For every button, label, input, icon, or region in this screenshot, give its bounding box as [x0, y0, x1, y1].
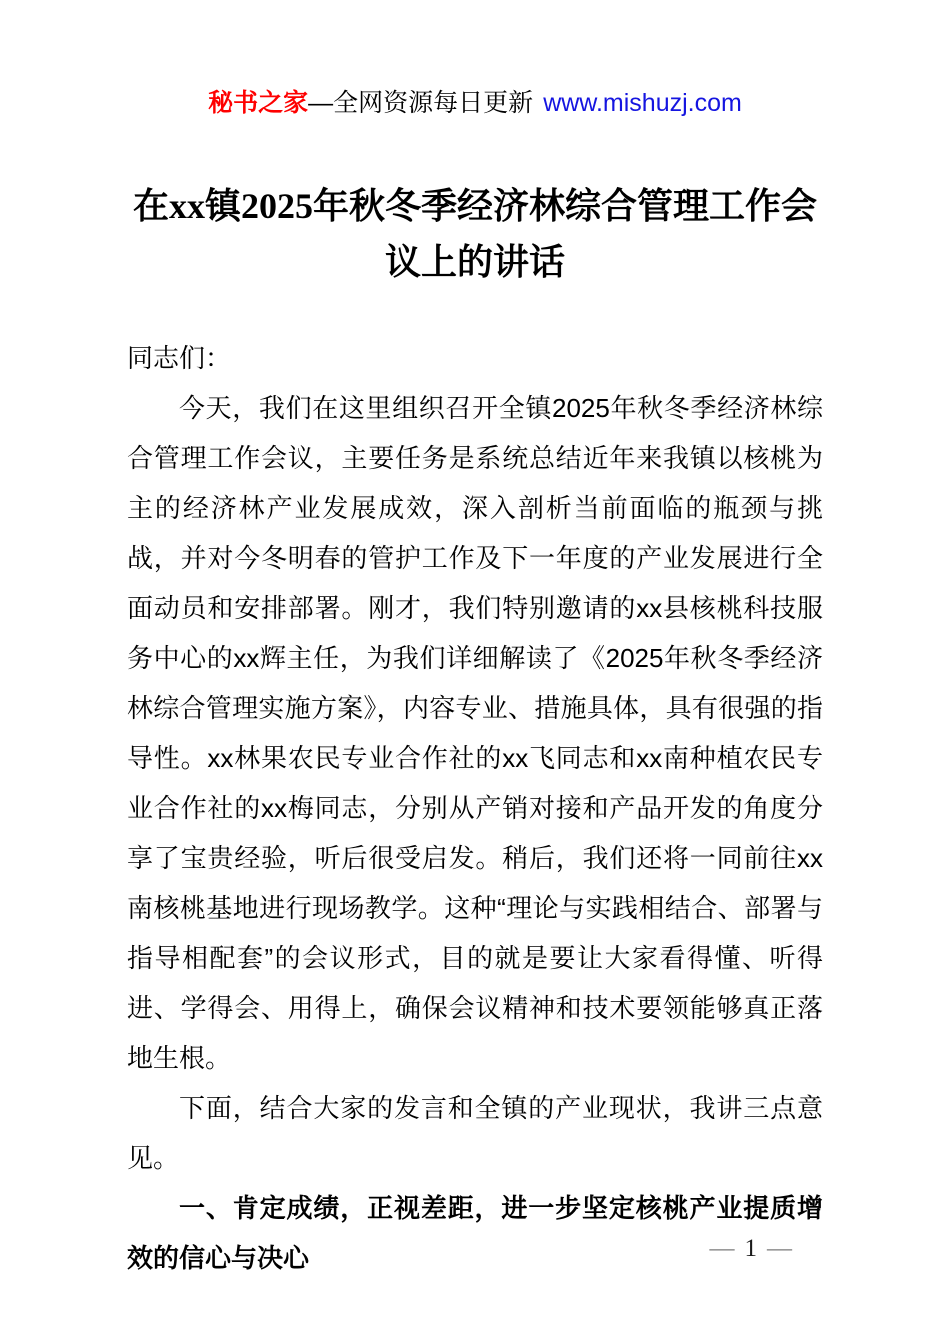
section-heading-1: 一、肯定成绩，正视差距，进一步坚定核桃产业提质增效的信心与决心: [127, 1193, 823, 1273]
salutation: 同志们：: [127, 343, 232, 373]
document-title: 在xx镇2025年秋冬季经济林综合管理工作会议上的讲话: [132, 186, 817, 282]
site-tagline: —全网资源每日更新: [308, 89, 534, 117]
site-url-link[interactable]: www.mishuzj.com: [543, 89, 742, 117]
site-header-banner: [0, 0, 950, 118]
footer-dash-right: —: [767, 1235, 792, 1262]
document-body: [127, 333, 823, 1283]
page-number: 1: [744, 1235, 757, 1262]
site-name: 秘书之家: [208, 89, 309, 117]
paragraph-1: 今天，我们在这里组织召开全镇2025年秋冬季经济林综合管理工作会议，主要任务是系统总结近年来我镇以核桃为主的经济林产业发展成效，深入剖析当前面临的瓶颈与挑战，并对今冬明春的管护工作及下一年度的产业发展进行全面动员和安排部署。刚才，我们特别邀请的xx县核桃科技服务中心的xx辉主任，为我们详细解读了《2025年秋冬季经济林综合管理实施方案》，内容专业、措施具体，具有很强的指导性。xx林果农民专业合作社的xx飞同志和xx南种植农民专业合作社的xx梅同志，分别从产销对接和产品开发的角度分享了宝贵经验，听后很受启发。稍后，我们还将一同前往xx南核桃基地进行现场教学。这种“理论与实践相结合、部署与指导相配套”的会议形式，目的就是要让大家看得懂、听得进、学得会、用得上，确保会议精神和技术要领能够真正落地生根。: [127, 393, 823, 1073]
paragraph-2: 下面，结合大家的发言和全镇的产业现状，我讲三点意见。: [127, 1093, 823, 1173]
footer-dash-left: —: [709, 1235, 735, 1262]
document-content: [0, 178, 950, 1283]
page-footer: [710, 1234, 793, 1264]
